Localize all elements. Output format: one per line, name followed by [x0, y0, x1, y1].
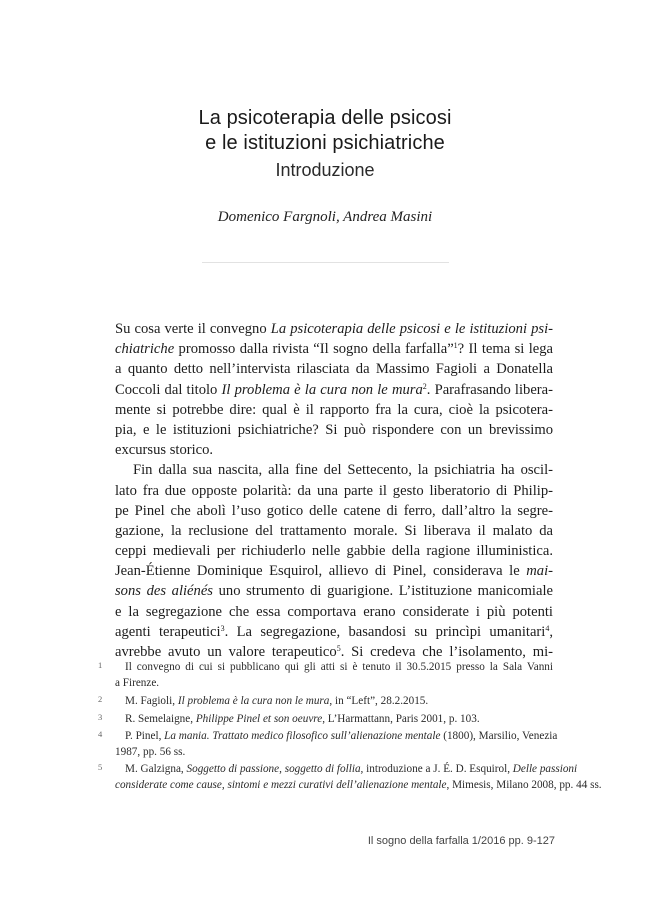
body-text: . La segregazione, basandosi su princìpi umanitari — [224, 623, 546, 640]
body-line — [115, 521, 553, 541]
footnote-text: 1987, pp. 56 ss. — [115, 745, 186, 758]
body-line — [115, 420, 553, 440]
title-divider — [202, 262, 449, 263]
body-text: Coccoli dal titolo — [115, 381, 222, 398]
body-text: Fin dalla sua nascita, alla fine del Settecento, la psichiatria ha oscil- — [133, 462, 553, 479]
body-text: ? Il tema si lega — [457, 341, 553, 358]
body-line — [115, 319, 553, 339]
footnote-text — [115, 778, 602, 794]
footnote-title: La mania. Trattato medico filosofico sull’alienazione mentale — [164, 730, 441, 742]
footnote-number: 4 — [98, 729, 103, 739]
body-italic: La psicoterapia delle psicosi e le istituzioni psi- — [270, 321, 553, 337]
body-line — [115, 501, 553, 521]
body-italic: Il problema è la cura non le mura — [221, 381, 423, 398]
body-text: mente si potrebbe dire: qual è il rapporto fra la cura, cioè la psicotera- — [115, 401, 553, 418]
body-line — [115, 339, 553, 359]
body-text: , — [549, 623, 553, 640]
body-text: . Parafrasando libera- — [426, 381, 553, 398]
footnote-text: Il convegno di cui si pubblicano qui gli atti si è tenuto il 30.5.2015 presso la Sala Vanni — [125, 661, 553, 673]
footnote-text — [115, 729, 558, 745]
footnote-source: , Mimesis, Milano 2008, pp. 44 ss. — [446, 778, 602, 791]
body-text: a quanto detto nell’intervista rilasciata da Massimo Fagioli a Donatella — [115, 361, 553, 378]
footnote-author: M. Fagioli, — [125, 695, 178, 707]
body-text: e la segregazione che essa comportava erano considerate i più potenti — [115, 603, 553, 620]
body-text: avrebbe avuto un valore terapeutico — [115, 644, 337, 660]
footnote-ref: 4 — [545, 623, 550, 633]
footnote-title: Il problema è la cura non le mura — [177, 695, 330, 707]
footnote-text: introduzione a J. É. D. Esquirol, — [363, 763, 513, 775]
footnote-ref: 1 — [453, 341, 458, 351]
body-text: promosso dalla rivista “Il sogno della farfalla” — [174, 341, 454, 358]
body-line — [115, 380, 553, 400]
body-text: pe Pinel che abolì l’uso gotico delle catene di ferro, dall’altro la segre- — [115, 502, 553, 519]
body-line — [115, 460, 553, 480]
body-line — [115, 541, 553, 561]
footnote-5 — [98, 762, 602, 793]
article-title-line-1: La psicoterapia delle psicosi — [198, 107, 452, 129]
footnote-number: 5 — [98, 762, 103, 772]
footnote-author: P. Pinel, — [125, 730, 165, 742]
body-text: Jean-Étienne Dominique Esquirol, allievo di Pinel, considerava le — [115, 563, 527, 580]
footnote-title: considerate come cause, sintomi e mezzi curativi dell’alienazione mentale — [115, 778, 447, 791]
footnote-title: Philippe Pinel et son oeuvre — [195, 713, 323, 725]
body-italic: sons des aliénés — [115, 583, 213, 600]
body-text: pia, e le istituzioni psichiatriche? Si può rispondere con un brevissimo — [115, 421, 553, 438]
body-line — [115, 440, 553, 460]
body-text: . Si credeva che l’isolamento, mi- — [340, 644, 553, 660]
footnote-4 — [98, 729, 558, 760]
footnote-source: (1800), Marsilio, Venezia — [440, 730, 558, 742]
footnote-source: , L’Harmattann, Paris 2001, p. 103. — [322, 713, 480, 725]
article-title-line-2: e le istituzioni psichiatriche — [205, 132, 445, 154]
body-line — [115, 561, 553, 581]
article-body — [115, 319, 553, 662]
body-line — [115, 400, 553, 420]
authors: Domenico Fargnoli, Andrea Masini — [217, 209, 433, 225]
body-line — [115, 622, 553, 642]
body-text: lato fra due opposte polarità: da una parte il gesto liberatorio di Philip- — [115, 482, 553, 499]
footnote-number: 2 — [98, 694, 103, 704]
footnote-title: Soggetto di passione, soggetto di follia, — [186, 763, 364, 775]
body-line — [115, 581, 553, 601]
footnote-1 — [98, 660, 553, 691]
body-text: Su cosa verte il convegno — [115, 321, 271, 337]
body-text: uno strumento di guarigione. L’istituzione manicomiale — [213, 583, 553, 600]
body-text: ceppi medievali per richiuderlo nelle gabbie della ragione illuministica. — [115, 543, 553, 560]
footnote-author: R. Semelaigne, — [125, 713, 196, 725]
footnote-number: 3 — [98, 712, 103, 722]
footnote-ref: 2 — [422, 381, 427, 391]
footnote-number: 1 — [98, 660, 103, 670]
footnote-author: M. Galzigna, — [125, 763, 187, 775]
body-text: gazione, la reclusione del trattamento morale. Si liberava il malato da — [115, 522, 553, 539]
footnote-source: , in “Left”, 28.2.2015. — [329, 695, 429, 707]
body-line — [115, 602, 553, 622]
body-line — [115, 481, 553, 501]
article-subtitle: Introduzione — [275, 160, 375, 180]
body-italic: chiatriche — [115, 341, 175, 358]
footnote-3 — [98, 712, 553, 728]
footnote-ref: 5 — [336, 644, 341, 653]
body-text: excursus storico. — [115, 442, 214, 459]
footnote-text — [115, 694, 553, 710]
body-line — [115, 359, 553, 379]
footnote-2 — [98, 694, 553, 710]
footnote-ref: 3 — [220, 623, 225, 633]
running-footer: Il sogno della farfalla 1/2016 pp. 9-127 — [367, 835, 555, 847]
footnote-text: a Firenze. — [115, 676, 160, 689]
footnote-text — [115, 762, 578, 778]
body-italic: mai- — [526, 563, 553, 580]
body-text: agenti terapeutici — [115, 623, 221, 640]
footnote-title: Delle passioni — [512, 763, 578, 775]
footnote-text — [115, 712, 553, 728]
